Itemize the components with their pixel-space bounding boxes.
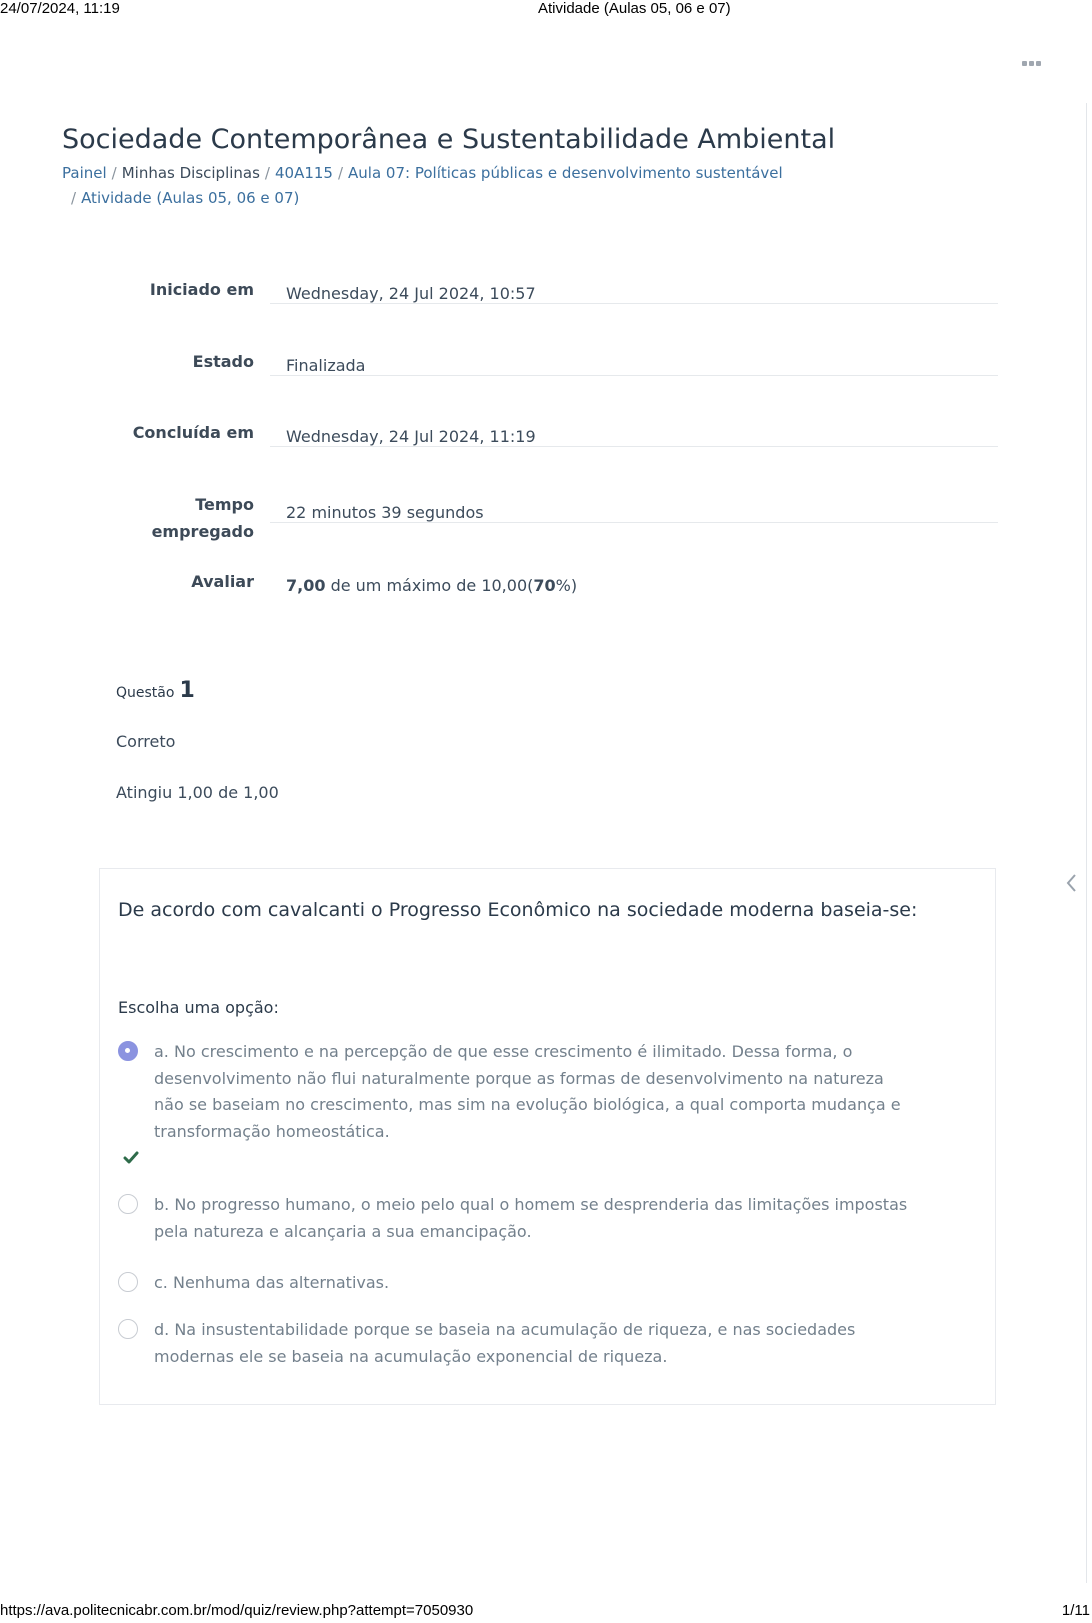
- breadcrumb-activity[interactable]: Atividade (Aulas 05, 06 e 07): [81, 189, 300, 207]
- print-page-number: 1/11: [1061, 1602, 1090, 1619]
- answer-option-text: b. No progresso humano, o meio pelo qual o homem se desprenderia das limitações impostas pela natureza e alcançaria a sua emancipação.: [154, 1195, 908, 1241]
- question-mark: Atingiu 1,00 de 1,00: [116, 783, 279, 802]
- radio-selected[interactable]: [118, 1041, 138, 1061]
- summary-label: Estado: [192, 352, 254, 371]
- question-label: Questão: [116, 685, 175, 701]
- drawer-divider: [1086, 103, 1087, 1583]
- breadcrumb-separator: /: [337, 164, 344, 182]
- summary-row-started: [110, 272, 998, 344]
- breadcrumb-separator: /: [111, 164, 117, 182]
- summary-row-grade: [110, 564, 998, 624]
- question-number: [116, 678, 195, 703]
- summary-label-line: empregado: [151, 522, 254, 541]
- ellipsis-icon[interactable]: [1022, 56, 1044, 70]
- summary-label: Iniciado em: [149, 280, 254, 299]
- summary-value: Wednesday, 24 Jul 2024, 10:57: [270, 272, 998, 304]
- breadcrumb-section[interactable]: Aula 07: Políticas públicas e desenvolvimento sustentável: [348, 164, 783, 182]
- grade-suffix: %): [555, 576, 578, 595]
- question-state: Correto: [116, 732, 176, 751]
- check-icon: [123, 1151, 139, 1165]
- grade-score: 7,00: [286, 576, 326, 595]
- print-url: https://ava.politecnicabr.com.br/mod/quiz/review.php?attempt=7050930: [0, 1602, 474, 1619]
- summary-row-state: [110, 344, 998, 415]
- breadcrumb-minhas-disciplinas: Minhas Disciplinas: [121, 164, 260, 182]
- answer-option-text: d. Na insustentabilidade porque se baseia na acumulação de riqueza, e nas sociedades modernas ele se baseia na acumulação exponencial de riqueza.: [154, 1320, 856, 1366]
- print-datetime: 24/07/2024, 11:19: [0, 0, 120, 17]
- print-footer: [0, 1602, 1092, 1622]
- summary-value: Finalizada: [270, 344, 998, 376]
- answer-option-text: c. Nenhuma das alternativas.: [154, 1273, 390, 1292]
- breadcrumb-separator: /: [264, 164, 270, 182]
- summary-label: Avaliar: [191, 572, 254, 591]
- print-header: [0, 0, 1092, 20]
- page-title: Sociedade Contemporânea e Sustentabilidade Ambiental: [62, 124, 836, 155]
- chevron-left-icon[interactable]: [1064, 872, 1080, 894]
- answer-prompt: Escolha uma opção:: [118, 998, 279, 1017]
- breadcrumb-separator: /: [71, 189, 77, 207]
- summary-label: Concluída em: [132, 423, 254, 442]
- grade-percent: 70: [533, 576, 556, 595]
- summary-value: 22 minutos 39 segundos: [270, 487, 998, 523]
- grade-value: [270, 564, 998, 595]
- print-doc-title: Atividade (Aulas 05, 06 e 07): [538, 0, 731, 17]
- summary-row-time: [110, 487, 998, 564]
- summary-value: Wednesday, 24 Jul 2024, 11:19: [270, 415, 998, 447]
- attempt-summary: [110, 272, 998, 624]
- summary-row-completed: [110, 415, 998, 487]
- question-content: [99, 868, 996, 1405]
- answer-option-text: a. No crescimento e na percepção de que esse crescimento é ilimitado. Dessa forma, o desenvolvimento não flui naturalmente porque as formas de desenvolvimento na natureza não se baseiam no crescimento, mas sim na evolução biológica, a qual comporta mudança e transformação homeostática.: [154, 1042, 901, 1141]
- radio-unselected[interactable]: [118, 1319, 138, 1339]
- radio-unselected[interactable]: [118, 1194, 138, 1214]
- question-text: De acordo com cavalcanti o Progresso Econômico na sociedade moderna baseia-se:: [118, 899, 918, 921]
- breadcrumb: [62, 161, 1062, 211]
- breadcrumb-course-code[interactable]: 40A115: [274, 164, 333, 182]
- summary-label: [110, 487, 254, 545]
- question-number-value: 1: [179, 678, 195, 703]
- breadcrumb-painel[interactable]: Painel: [62, 164, 107, 182]
- radio-unselected[interactable]: [118, 1272, 138, 1292]
- summary-label-line: Tempo: [195, 495, 254, 514]
- grade-max: de um máximo de 10,00(: [325, 576, 534, 595]
